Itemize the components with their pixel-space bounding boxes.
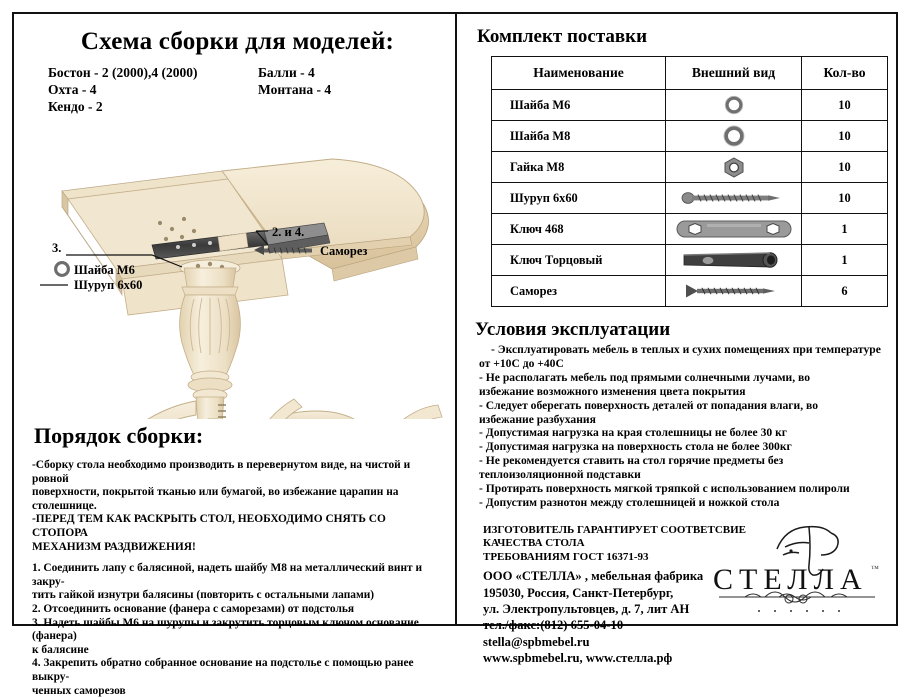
table-row xyxy=(492,152,888,183)
logo-wordmark: СТЕЛЛА xyxy=(713,563,868,596)
logo-dots xyxy=(758,610,840,612)
part-image-cell xyxy=(666,245,802,276)
part-image-cell xyxy=(666,90,802,121)
table-row xyxy=(492,276,888,307)
condition-line: - Следует оберегать поверхность деталей от попадания влаги, во xyxy=(479,399,888,413)
condition-line: - Эксплуатировать мебель в теплых и сухих помещениях при температуре xyxy=(491,343,888,357)
note-line: поверхности, покрытой тканью или бумагой, во избежание царапин на столешнице. xyxy=(32,486,443,513)
washer-icon xyxy=(56,263,69,276)
table-legs-drawing xyxy=(90,399,442,419)
assembly-note xyxy=(32,459,443,554)
label-24-text: 2. и 4. xyxy=(272,225,304,239)
washer-icon xyxy=(717,93,751,117)
step-line: к балясине xyxy=(32,644,443,658)
company-email[interactable]: stella@spbmebel.ru xyxy=(483,634,783,650)
part-qty: 6 xyxy=(802,276,888,307)
assembly-steps xyxy=(32,562,443,698)
company-line: ООО «СТЕЛЛА» , мебельная фабрика xyxy=(483,568,783,584)
flat-wrench-icon xyxy=(673,215,795,243)
socket-wrench-icon xyxy=(678,247,790,273)
part-qty: 10 xyxy=(802,90,888,121)
label-washer-m6-text: Шайба М6 xyxy=(74,263,135,277)
condition-line: - Допустимая нагрузка на поверхность стола не более 300кг xyxy=(479,440,888,454)
label-3-text: 3. xyxy=(52,241,61,255)
condition-line: - Не располагать мебель под прямыми солнечными лучами, во xyxy=(479,371,888,385)
table-row xyxy=(492,121,888,152)
assembly-illustration xyxy=(32,119,452,419)
step-line: 1. Соединить лапу с балясиной, надеть шайбу М8 на металлический винт и закру- xyxy=(32,562,443,589)
note-caps-line: МЕХАНИЗМ РАЗДВИЖЕНИЯ! xyxy=(32,541,443,555)
condition-line: избежание разбухания xyxy=(479,413,888,427)
step-line: 4. Закрепить обратно собранное основание на подстолье с помощью ранее выкру- xyxy=(32,657,443,684)
condition-line: от +10С до +40С xyxy=(479,357,888,371)
table-row xyxy=(492,245,888,276)
part-qty: 10 xyxy=(802,121,888,152)
condition-line: - Допустим разнотон между столешницей и ножкой стола xyxy=(479,496,888,510)
step-line: 2. Отсоединить основание (фанера с саморезами) от подстолья xyxy=(32,603,443,617)
company-website[interactable]: www.spbmebel.ru, www.стелла.рф xyxy=(483,650,783,666)
table-header-row xyxy=(492,57,888,90)
model-item: Балли - 4 xyxy=(258,64,428,81)
right-panel xyxy=(457,14,898,624)
condition-line: - Допустимая нагрузка на края столешницы не более 30 кг xyxy=(479,426,888,440)
guarantee-line: ИЗГОТОВИТЕЛЬ ГАРАНТИРУЕТ СООТВЕТСВИЕ КАЧЕСТВА СТОЛА xyxy=(483,524,773,551)
part-image-cell xyxy=(666,276,802,307)
model-list xyxy=(48,64,443,115)
part-name: Ключ 468 xyxy=(492,214,666,245)
step-line: ченных саморезов xyxy=(32,685,443,698)
step-line: 3. Надеть шайбы М6 на шурупы и закрутить торцовым ключом основание (фанера) xyxy=(32,617,443,644)
company-line: 195030, Россия, Санкт-Петербург, xyxy=(483,585,783,601)
condition-line: теплоизоляционной подставки xyxy=(479,468,888,482)
page-title: Схема сборки для моделей: xyxy=(32,28,443,56)
part-name: Шуруп 6х60 xyxy=(492,183,666,214)
stella-logo-graphic xyxy=(705,513,890,618)
model-item: Кендо - 2 xyxy=(48,98,258,115)
part-name: Шайба М6 xyxy=(492,90,666,121)
step-line: тить гайкой изнутри балясины (повторить с остальными лапами) xyxy=(32,589,443,603)
table-row xyxy=(492,90,888,121)
part-qty: 1 xyxy=(802,214,888,245)
pedestal-drawing xyxy=(180,260,241,419)
parts-table xyxy=(491,56,888,307)
part-name: Ключ Торцовый xyxy=(492,245,666,276)
part-qty: 10 xyxy=(802,183,888,214)
part-image-cell xyxy=(666,183,802,214)
diagram-label-washer-m6 xyxy=(40,263,142,292)
company-line: тел./факс:(812) 655-04-10 xyxy=(483,617,783,633)
model-item: Охта - 4 xyxy=(48,81,258,98)
washer-icon xyxy=(716,123,752,149)
conditions-title: Условия эксплуатации xyxy=(475,319,888,341)
company-line: ул. Электропультовцев, д. 7, лит АН xyxy=(483,601,783,617)
condition-line: избежание возможного изменения цвета покрытия xyxy=(479,385,888,399)
column-header-appearance: Внешний вид xyxy=(666,57,802,90)
table-row xyxy=(492,214,888,245)
model-item: Монтана - 4 xyxy=(258,81,428,98)
part-image-cell xyxy=(666,152,802,183)
note-line: -Сборку стола необходимо производить в перевернутом виде, на чистой и ровной xyxy=(32,459,443,486)
part-image-cell xyxy=(666,121,802,152)
stella-logo xyxy=(705,513,890,618)
part-qty: 10 xyxy=(802,152,888,183)
left-panel xyxy=(14,14,455,624)
part-name: Шайба М8 xyxy=(492,121,666,152)
column-header-name: Наименование xyxy=(492,57,666,90)
model-column-2 xyxy=(258,64,428,115)
diagram-label-24 xyxy=(272,225,304,239)
condition-line: - Протирать поверхность мягкой тряпкой с использованием полироли xyxy=(479,482,888,496)
condition-line: - Не рекомендуется ставить на стол горячие предметы без xyxy=(479,454,888,468)
assembly-drawing xyxy=(32,119,452,419)
kit-title: Комплект поставки xyxy=(477,26,888,48)
guarantee-line: ТРЕБОВАНИЯМ ГОСТ 16371-93 xyxy=(483,551,773,564)
label-screw-6x60-text: Шуруп 6х60 xyxy=(74,278,142,292)
conditions-list xyxy=(479,343,888,510)
note-caps-line: -ПЕРЕД ТЕМ КАК РАСКРЫТЬ СТОЛ, НЕОБХОДИМО СНЯТЬ СО СТОПОРА xyxy=(32,513,443,540)
trademark-symbol: ™ xyxy=(871,564,879,573)
assembly-order-title: Порядок сборки: xyxy=(34,423,443,449)
column-header-qty: Кол-во xyxy=(802,57,888,90)
part-name: Саморез xyxy=(492,276,666,307)
part-image-cell xyxy=(666,214,802,245)
part-name: Гайка М8 xyxy=(492,152,666,183)
model-column-1 xyxy=(48,64,258,115)
table-row xyxy=(492,183,888,214)
wood-screw-icon xyxy=(678,187,790,209)
part-qty: 1 xyxy=(802,245,888,276)
self-tapping-screw-icon xyxy=(680,280,788,302)
diagram-label-3 xyxy=(52,241,61,255)
label-samorez-text: Саморез xyxy=(320,244,367,258)
nut-icon xyxy=(719,155,749,179)
model-item: Бостон - 2 (2000),4 (2000) xyxy=(48,64,258,81)
